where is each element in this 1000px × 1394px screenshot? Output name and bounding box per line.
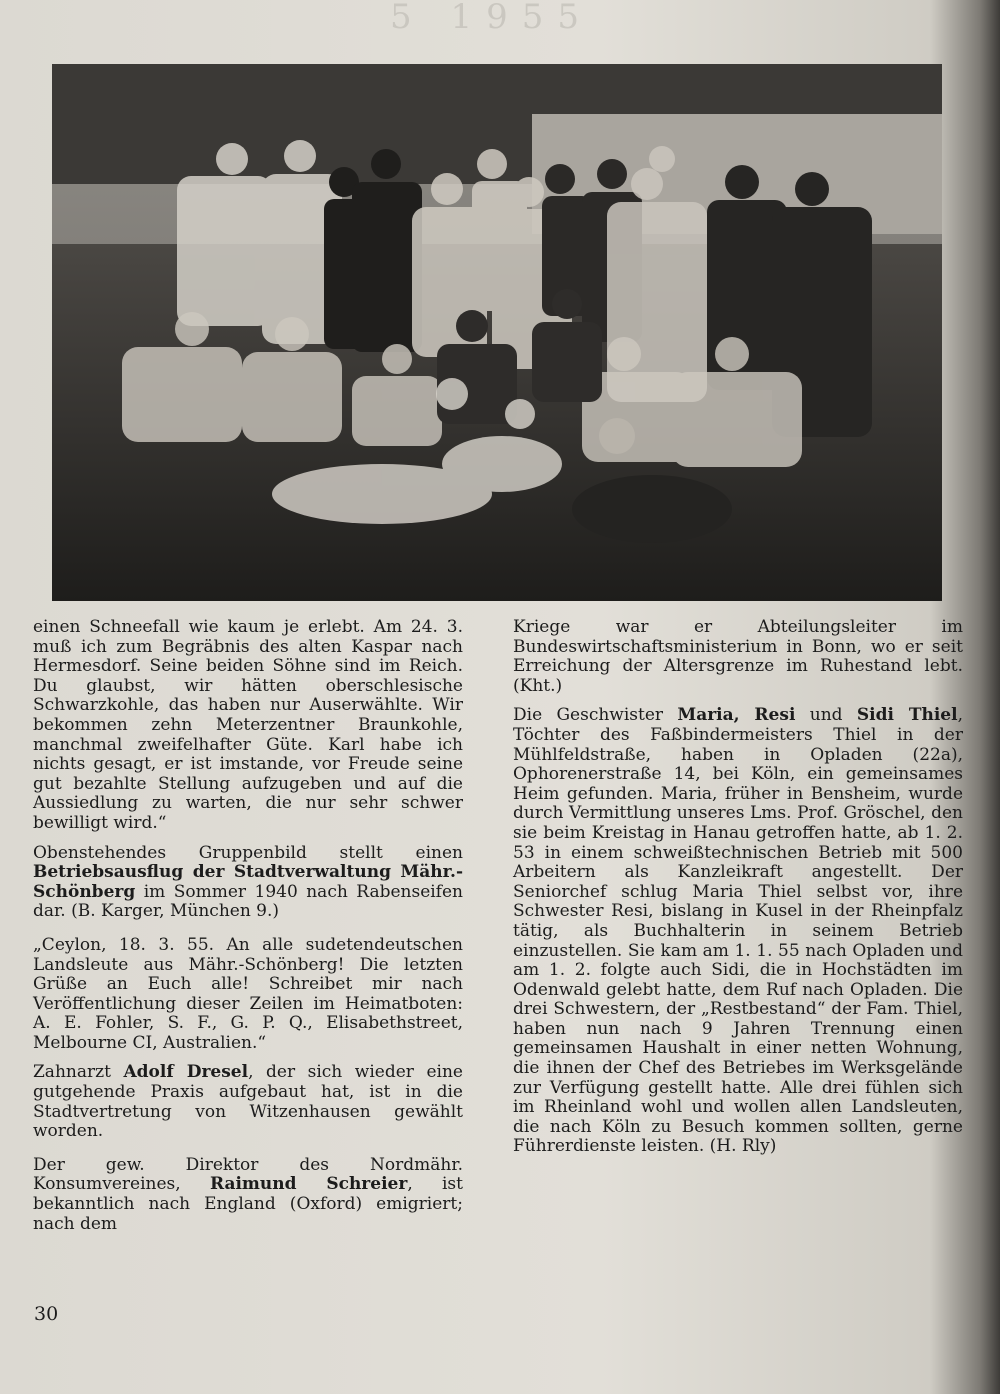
left-paragraph-1: einen Schneefall wie kaum je erlebt. Am 24. 3. muß ich zum Begräbnis des alten Kaspar nach Hermesdorf. Seine beiden Söhne sind im Reich. Du glaubst, wir hätten oberschlesische Schwarzkohle, das haben nur Auserwählte. Wir bekommen zehn Meterzentner Braunkohle, manchmal zweifelhafter Güte. Karl habe ich nichts gesagt, er ist imstande, vor Freude seine gut bezahlte Stellung aufzugeben und auf die Aussiedlung zu warten, die nur sehr schwer bewilligt wird.“ — [33, 617, 463, 833]
left-paragraph-3: „Ceylon, 18. 3. 55. An alle sudetendeutschen Landsleute aus Mähr.-Schönberg! Die letzten Grüße an Euch alle! Schreibet mir nach Veröffentlichung dieser Zeilen im Heimatboten: A. E. Fohler, S. F., G. P. Q., Elisabethstreet, Melbourne CI, Australien.“ — [33, 934, 463, 1053]
bold-run: Sidi Thiel — [856, 705, 958, 726]
left-text-column — [33, 618, 463, 1248]
text-run: Der gew. Direktor des Nordmähr. Konsumvereines, — [33, 1154, 463, 1195]
bold-run: Adolf Dresel — [123, 1062, 249, 1083]
text-run: im Sommer 1940 nach Rabenseifen dar. (B. Karger, München 9.) — [33, 881, 463, 922]
right-paragraph-1: Kriege war er Abteilungsleiter im Bundeswirtschaftsministerium in Bonn, wo er seit Erreichung der Altersgrenze im Ruhestand lebt. (Kht.) — [513, 617, 963, 696]
text-run: Zahnarzt — [33, 1062, 124, 1083]
right-paragraph-2 — [513, 706, 963, 1157]
right-text-column — [513, 618, 963, 1171]
text-run: , der sich wieder eine gutgehende Praxis aufgebaut hat, ist in die Stadtvertretung von Witzenhausen gewählt worden. — [33, 1062, 463, 1142]
text-run: und — [795, 705, 857, 726]
bold-run: Betriebsausflug der Stadtverwaltung Mähr.-Schönberg — [33, 862, 463, 902]
left-paragraph-5 — [33, 1156, 463, 1234]
text-run: Obenstehendes Gruppenbild stellt einen — [33, 842, 463, 863]
bold-run: Raimund Schreier — [209, 1174, 408, 1195]
bold-run: Maria, Resi — [677, 705, 796, 726]
text-run: , Töchter des Faßbindermeisters Thiel in der Mühlfeldstraße, haben in Opladen (22a), Ophorenerstraße 14, bei Köln, ein gemeinsames Heim gefunden. Maria, früher in Bensheim, wurde durch Vermittlung unseres Lms. Prof. Gröschel, den sie beim Kreistag in Hanau getroffen hatte, ab 1. 2. 53 in einem schweißtechnischen Betrieb mit 500 Arbeitern als Kanzleikraft angestellt. Der Seniorchef schlug Maria Thiel selbst vor, ihre Schwester Resi, bislang in Kusel in der Rheinpfalz tätig, als Buchhalterin in seinem Betrieb einzustellen. Sie kam am 1. 1. 55 nach Opladen und am 1. 2. folgte auch Sidi, die in Hochstädten im Odenwald gelebt hatte, dem Ruf nach Opladen. Die drei Schwestern, der „Restbestand“ der Fam. Thiel, haben nun nach 9 Jahren Trennung einen gemeinsamen Haushalt in einer netten Wohnung, die ihnen der Chef des Betriebes im Werksgelände zur Verfügung gestellt hatte. Alle drei fühlen sich im Rheinland wohl und wollen allen Landsleuten, die nach Köln zu Besuch kommen sollten, gerne Führerdienste leisten. (H. Rly) — [513, 705, 963, 1157]
text-run: , ist bekanntlich nach England (Oxford) emigriert; nach dem — [33, 1174, 463, 1234]
group-photo — [52, 64, 942, 601]
left-paragraph-4 — [33, 1063, 463, 1141]
faint-date-stamp: 5 1955 — [390, 0, 593, 37]
text-run: Die Geschwister — [513, 705, 678, 726]
page-number: 30 — [34, 1303, 59, 1325]
left-paragraph-2 — [33, 844, 463, 922]
group-photo-icon — [52, 64, 942, 601]
